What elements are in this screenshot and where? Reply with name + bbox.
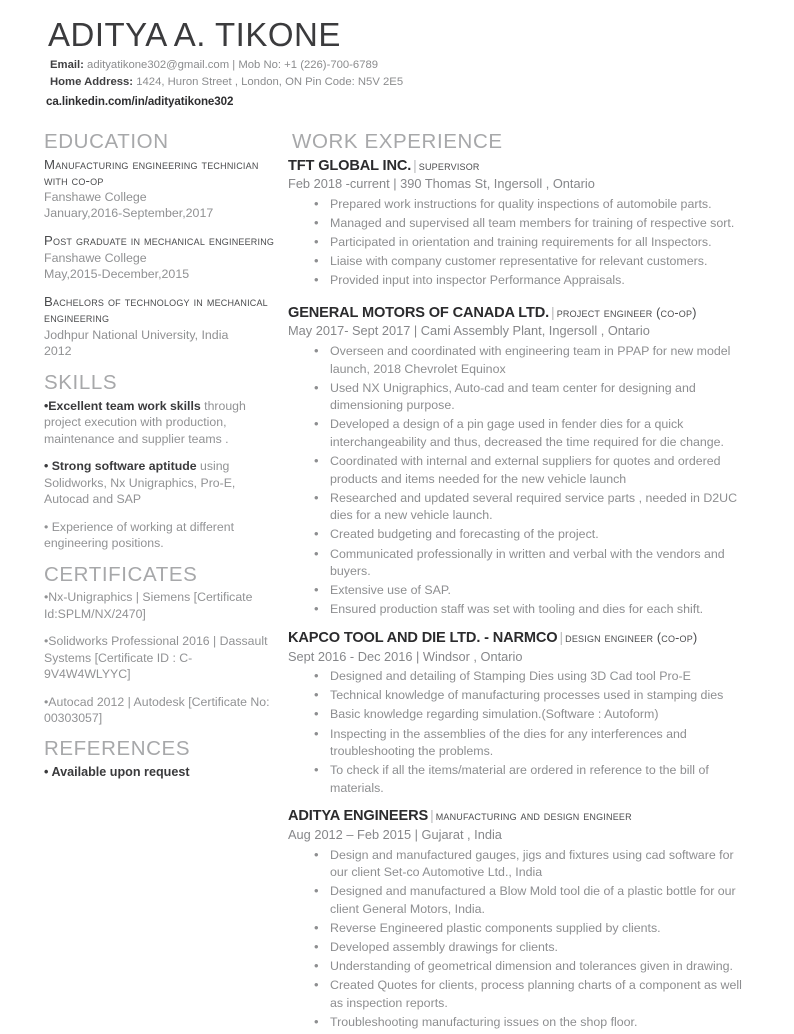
job-meta: Aug 2012 – Feb 2015 | Gujarat , India (288, 826, 502, 842)
job-bullet: • Designed and detailing of Stamping Dies using 3D Cad tool Pro-E (328, 668, 750, 686)
address-label: Home Address: (50, 76, 134, 89)
references-heading: REFERENCES (44, 737, 191, 761)
job-company: ADITYA ENGINEERS (288, 808, 429, 825)
job-entry (286, 806, 750, 1031)
job-bullet: • Researched and updated several required service parts , needed in D2UC dies for a new vehicle launch. (328, 490, 750, 525)
candidate-name: ADITYA A. TIKONE (48, 16, 341, 53)
job-title: manufacturing and design engineer (435, 809, 632, 824)
job-bullet: • Inspecting in the assemblies of the dies for any interferences and troubleshooting the problems. (328, 726, 750, 761)
job-header (288, 628, 750, 648)
certificates-heading: CERTIFICATES (44, 562, 198, 586)
job-bullet: • Basic knowledge regarding simulation.(Software : Autoform) (328, 706, 750, 724)
job-bullet: • Created budgeting and forecasting of the project. (328, 526, 750, 544)
job-header (288, 303, 750, 323)
skills-heading: SKILLS (44, 371, 118, 395)
education-degree: Manufacturing engineering technician with co-op (44, 156, 259, 188)
job-bullet: • Liaise with company customer representative for relevant customers. (328, 253, 750, 271)
job-bullet: • Developed assembly drawings for clients. (328, 939, 750, 957)
job-company: GENERAL MOTORS OF CANADA LTD. (288, 304, 550, 321)
job-bullets (286, 196, 750, 290)
contact-email-line (50, 57, 750, 75)
email-label: Email: (50, 58, 84, 71)
certificate-item: •Nx-Unigraphics | Siemens [Certificate Id:SPLM/NX/2470] (44, 590, 253, 621)
job-bullet: • Designed and manufactured a Blow Mold tool die of a plastic bottle for our client General Motors, India. (328, 883, 750, 918)
job-bullet: • Used NX Unigraphics, Auto-cad and team center for designing and dimensioning purpose. (328, 380, 750, 415)
job-entry (286, 303, 750, 619)
education-entry (44, 233, 276, 282)
job-bullet: • Overseen and coordinated with engineering team in PPAP for new model launch, 2018 Chevrolet Equinox (328, 343, 750, 378)
education-school: Fanshawe College (44, 250, 147, 265)
education-dates: 2012 (44, 343, 72, 358)
job-separator: | (430, 807, 434, 824)
left-column (40, 130, 276, 781)
job-bullet: • To check if all the items/material are ordered in reference to the bill of materials. (328, 762, 750, 797)
spacer (286, 799, 750, 806)
job-separator: | (559, 629, 564, 646)
reference-item: • Available upon request (44, 765, 190, 780)
education-entry (44, 294, 276, 359)
job-title: project engineer (co-op) (556, 305, 697, 320)
job-title: supervisor (418, 158, 480, 173)
spacer (286, 621, 750, 628)
job-meta: Feb 2018 -current | 390 Thomas St, Ingersoll , Ontario (288, 176, 595, 192)
education-heading: EDUCATION (44, 129, 169, 153)
job-bullet: • Design and manufactured gauges, jigs and fixtures using cad software for our client Set-co Automotive Ltd., India (328, 847, 750, 882)
job-entry (286, 628, 750, 797)
job-bullet: • Managed and supervised all team members for training of respective sort. (328, 215, 750, 233)
job-separator: | (551, 303, 555, 320)
job-header (288, 806, 750, 826)
email-value: adityatikone302@gmail.com | Mob No: +1 (226)-700-6789 (87, 58, 379, 71)
job-bullet: • Ensured production staff was set with tooling and dies for each shift. (328, 601, 750, 619)
spacer (286, 292, 750, 303)
job-bullet: • Extensive use of SAP. (328, 582, 750, 600)
job-bullet: • Developed a design of a pin gage used in fender dies for a quick interchangeability and thus, decreased the time required for die change. (328, 416, 750, 451)
education-entry (44, 157, 276, 222)
resume-header (40, 16, 750, 108)
skill-item-bold: •Excellent team work skills (44, 398, 201, 413)
address-value: 1424, Huron Street , London, ON Pin Code: N5V 2E5 (136, 76, 404, 89)
skill-item-bold: • Strong software aptitude (44, 459, 197, 474)
job-bullet: • Understanding of geometrical dimension and tolerances given in drawing. (328, 958, 750, 976)
right-column (276, 130, 750, 1034)
skill-item-rest: using Solidworks, Nx Unigraphics, Pro-E, Autocad and SAP (44, 459, 236, 507)
education-dates: May,2015-December,2015 (44, 266, 190, 281)
resume-body (40, 130, 750, 1034)
certificate-item: •Autocad 2012 | Autodesk [Certificate No: 00303057] (44, 694, 270, 725)
education-dates: January,2016-September,2017 (44, 206, 214, 221)
job-bullet: • Technical knowledge of manufacturing processes used in stamping dies (328, 687, 750, 705)
job-separator: | (413, 156, 417, 173)
education-school: Jodhpur National University, India (44, 327, 229, 342)
job-meta: May 2017- Sept 2017 | Cami Assembly Plant, Ingersoll , Ontario (288, 323, 650, 339)
job-title: design engineer (co-op) (565, 631, 698, 646)
job-bullets (286, 343, 750, 619)
job-bullets (286, 847, 750, 1032)
job-company: TFT GLOBAL INC. (288, 157, 412, 174)
contact-address-line (50, 74, 750, 92)
job-bullet: • Prepared work instructions for quality inspections of automobile parts. (328, 196, 750, 214)
skill-item (44, 458, 276, 507)
job-bullet: • Participated in orientation and training requirements for all Inspectors. (328, 234, 750, 252)
linkedin-link[interactable]: ca.linkedin.com/in/adityatikone302 (46, 94, 234, 108)
job-bullet: • Provided input into inspector Performance Appraisals. (328, 272, 750, 290)
job-bullet: • Coordinated with internal and external suppliers for quotes and ordered products and items needed for the new vehicle launch (328, 453, 750, 488)
job-meta: Sept 2016 - Dec 2016 | Windsor , Ontario (288, 648, 523, 664)
skill-item (44, 519, 276, 552)
skill-item (44, 398, 276, 447)
skill-item-rest: through project execution with production, maintenance and supplier teams . (44, 398, 246, 446)
job-bullet: • Troubleshooting manufacturing issues on the shop floor. (328, 1014, 750, 1032)
education-degree: Post graduate in mechanical engineering (44, 233, 275, 249)
skill-item-rest: • Experience of working at different engineering positions. (44, 519, 235, 551)
job-header (288, 156, 750, 176)
job-bullets (286, 668, 750, 797)
certificate-item: •Solidworks Professional 2016 | Dassault Systems [Certificate ID : C-9V4W4WLYYC] (44, 634, 268, 682)
job-bullet: • Reverse Engineered plastic components supplied by clients. (328, 920, 750, 938)
education-school: Fanshawe College (44, 189, 147, 204)
job-bullet: • Communicated professionally in written and verbal with the vendors and buyers. (328, 546, 750, 581)
education-degree: Bachelors of technology in mechanical engineering (44, 294, 268, 326)
job-company: KAPCO TOOL AND DIE LTD. - NARMCO (288, 630, 558, 647)
job-bullet: • Created Quotes for clients, process planning charts of a component as well as inspection reports. (328, 977, 750, 1012)
work-experience-heading: WORK EXPERIENCE (292, 129, 503, 153)
job-entry (286, 156, 750, 290)
